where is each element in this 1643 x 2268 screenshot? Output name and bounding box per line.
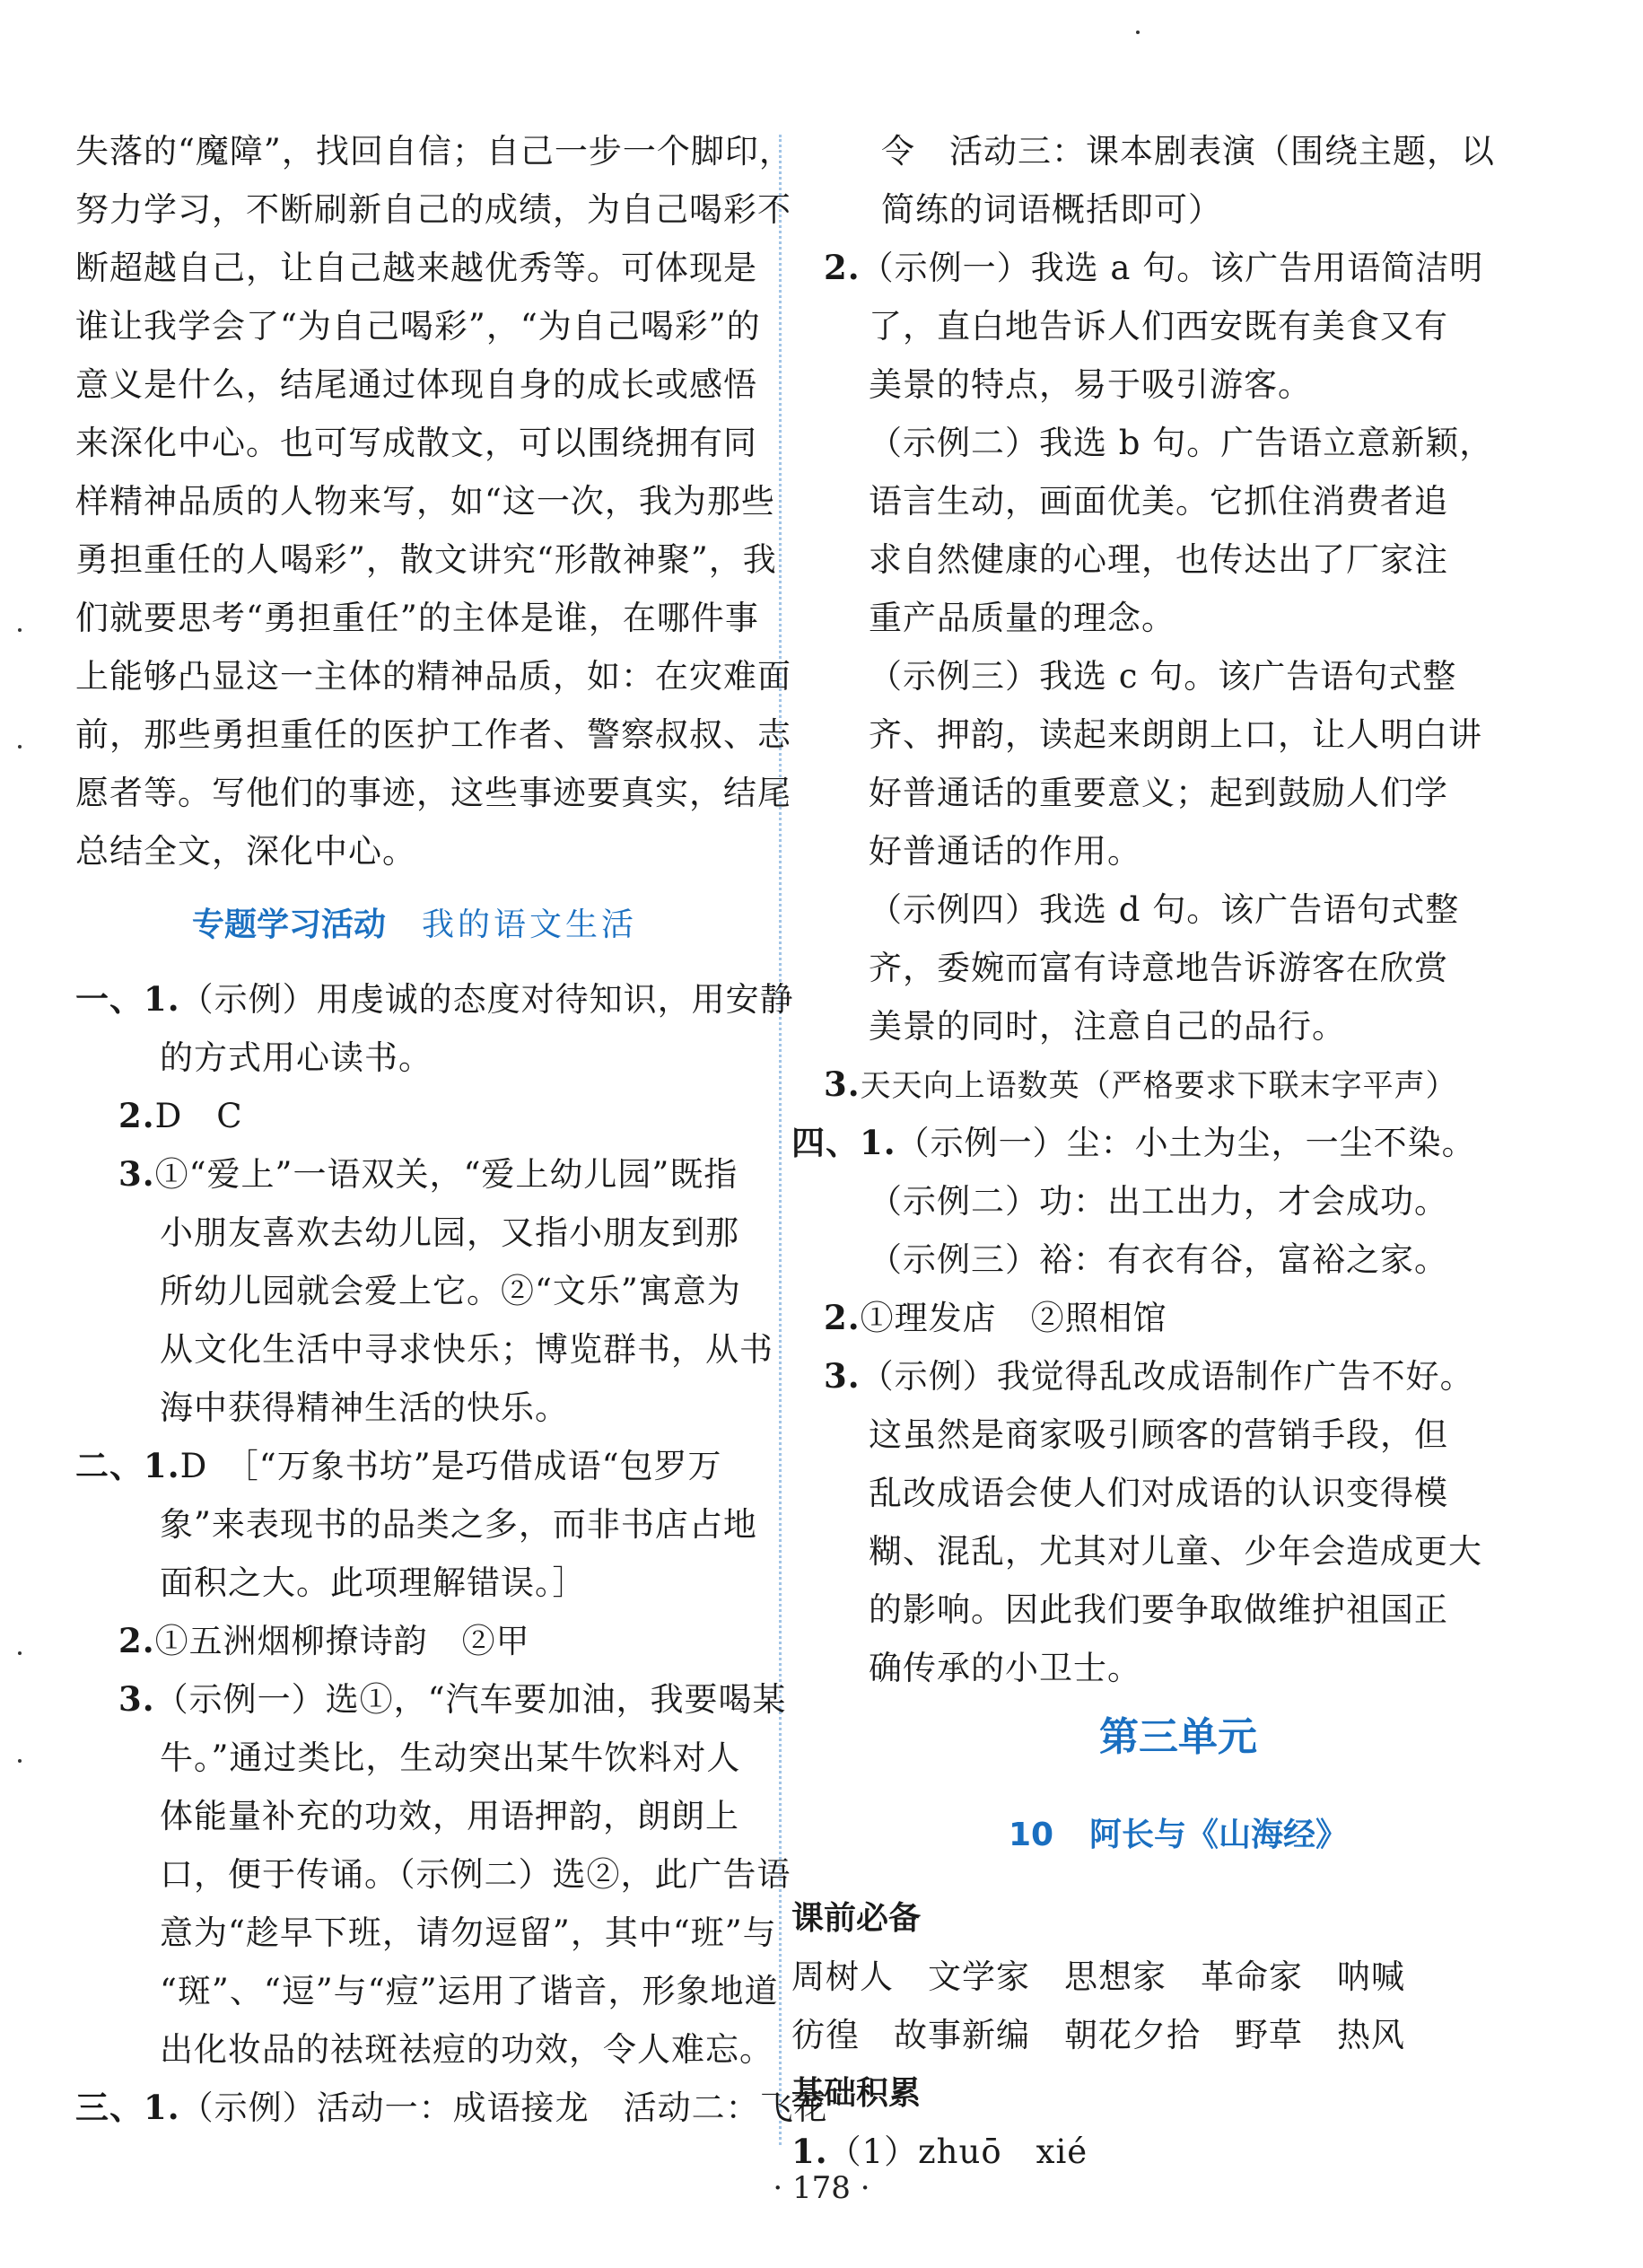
q4-1-line-b: （示例二）功：出工出力，才会成功。 (869, 1182, 1448, 1221)
q2-3-line-a: （示例一）选①，“汽车要加油，我要喝某 (154, 1680, 787, 1719)
q3-2-ex2-line-2: 求自然健康的心理，也传达出了厂家注 (869, 540, 1448, 579)
column-divider (779, 135, 782, 2145)
q4-3-line-c: 乱改成语会使人们对成语的认识变得模 (869, 1474, 1448, 1512)
essay-line: 勇担重任的人喝彩”，散文讲究“形散神聚”，我 (75, 540, 777, 579)
q2-2-num: 2. (118, 1621, 155, 1660)
q3-2-ex3-line-1: 齐、押韵，读起来朗朗上口，让人明白讲 (869, 715, 1482, 754)
pre-class-line-1: 周树人 文学家 思想家 革命家 呐喊 (791, 1957, 1405, 1996)
q1-3-line-a: ①“爱上”一语双关，“爱上幼儿园”既指 (154, 1155, 738, 1194)
pre-class-section (791, 1889, 1488, 2181)
q4-3-line-e: 的影响。因此我们要争取做维护祖国正 (869, 1590, 1448, 1629)
q1-3-line-d: 从文化生活中寻求快乐；博览群书，从书 (160, 1330, 773, 1369)
essay-line: 愿者等。写他们的事迹，这些事迹要真实，结尾 (75, 774, 791, 812)
basics-1-answer: （1）zhuō xié (827, 2132, 1088, 2171)
q2-3-line-f: “斑”、“逗”与“痘”运用了谐音，形象地道 (160, 1972, 779, 2010)
q3-2-ex4-line-0: （示例四）我选 d 句。该广告语句式整 (869, 890, 1460, 929)
q1-1-num: 1. (144, 979, 180, 1019)
essay-line: 谁让我学会了“为自己喝彩”，“为自己喝彩”的 (75, 307, 761, 346)
lesson-heading (869, 1787, 1488, 1889)
essay-line: 总结全文，深化中心。 (75, 832, 416, 871)
essay-line: 前，那些勇担重任的医护工作者、警察叔叔、志 (75, 715, 791, 754)
q3-2-ex3-line-3: 好普通话的作用。 (869, 832, 1141, 871)
q1-3-num: 3. (118, 1154, 155, 1194)
question-1-group (75, 970, 794, 1437)
q2-2-answer: ①五洲烟柳撩诗韵 ②甲 (154, 1622, 530, 1660)
q3-2-ex3-line-2: 好普通话的重要意义；起到鼓励人们学 (869, 774, 1448, 812)
unit-title: 第三单元 (1099, 1714, 1257, 1760)
right-column (791, 122, 1495, 2181)
q2-3-line-d: 口，便于传诵。（示例二）选②，此广告语 (160, 1855, 791, 1894)
q4-1-line-c: （示例三）裕：有衣有谷，富裕之家。 (869, 1240, 1448, 1279)
q2-3-num: 3. (118, 1679, 155, 1719)
q1-1-line-a: （示例）用虔诚的态度对待知识，用安静 (179, 980, 794, 1019)
question-3-group (75, 2079, 828, 2137)
q4-1-line-a: （示例一）尘：小土为尘，一尘不染。 (896, 1124, 1476, 1162)
q3-prefix: 三、 (75, 2088, 144, 2127)
q2-1-line-a: D ［“万象书坊”是巧借成语“包罗万 (179, 1447, 722, 1485)
essay-line: 来深化中心。也可写成散文，可以围绕拥有同 (75, 424, 757, 462)
q2-prefix: 二、 (75, 1446, 144, 1485)
q2-3-line-b: 牛。”通过类比，生动突出某牛饮料对人 (160, 1738, 741, 1777)
q1-3-line-b: 小朋友喜欢去幼儿园，又指小朋友到那 (160, 1213, 739, 1252)
q3-3-num: 3. (824, 1064, 861, 1104)
section-subtitle: 我的语文生活 (422, 906, 638, 943)
q3-3-answer: 天天向上语数英（严格要求下联末字平声） (860, 1068, 1457, 1104)
q3-2-ex3-line-0: （示例三）我选 c 句。该广告语句式整 (869, 657, 1457, 696)
q1-3-line-c: 所幼儿园就会爱上它。②“文乐”寓意为 (160, 1272, 741, 1310)
q2-3-line-e: 意为“趁早下班，请勿逗留”，其中“班”与 (160, 1913, 777, 1952)
q3-2-ex1-line-0: （示例一）我选 a 句。该广告用语简洁明 (860, 249, 1484, 287)
q1-2-answer: D C (154, 1097, 243, 1135)
q3-1-line-c: 简练的词语概括即可） (881, 190, 1222, 229)
q1-1-line-b: 的方式用心读书。 (160, 1038, 433, 1077)
q3-2-ex4-line-1: 齐，委婉而富有诗意地告诉游客在欣赏 (869, 949, 1448, 987)
lesson-number: 10 (1008, 1817, 1054, 1853)
essay-line: 样精神品质的人物来写，如“这一次，我为那些 (75, 482, 775, 521)
q4-prefix: 四、 (791, 1123, 860, 1162)
essay-line: 意义是什么，结尾通过体现自身的成长或感悟 (75, 365, 757, 404)
essay-line: 们就要思考“勇担重任”的主体是谁，在哪件事 (75, 599, 759, 637)
page-number: · 178 · (773, 2170, 870, 2206)
q3-2-ex2-line-0: （示例二）我选 b 句。广告语立意新颖， (869, 424, 1494, 462)
q3-2-ex1-line-1: 了，直白地告诉人们西安既有美食又有 (869, 307, 1448, 346)
question-4-group (791, 1114, 1488, 1697)
print-speck (18, 745, 22, 749)
q2-1-line-c: 面积之大。此项理解错误。］ (160, 1563, 587, 1602)
print-speck (18, 1759, 22, 1763)
q4-2-num: 2. (824, 1298, 861, 1337)
section-heading (75, 880, 754, 970)
print-speck (1136, 31, 1140, 34)
print-speck (18, 628, 22, 632)
q3-1-line-a: （示例）活动一：成语接龙 活动二：飞花 (179, 2088, 828, 2127)
q2-3-line-c: 体能量补充的功效，用语押韵，朗朗上 (160, 1797, 739, 1835)
basics-label: 基础积累 (791, 2075, 922, 2112)
pre-class-line-2: 彷徨 故事新编 朝花夕拾 野草 热风 (791, 2016, 1405, 2054)
q3-2-ex2-line-1: 语言生动，画面优美。它抓住消费者追 (869, 482, 1448, 521)
q1-2-num: 2. (118, 1096, 155, 1135)
essay-line: 失落的“魔障”，找回自信；自己一步一个脚印， (75, 132, 793, 171)
q4-3-line-f: 确传承的小卫士。 (869, 1649, 1141, 1687)
q3-2-ex4-line-2: 美景的同时，注意自己的品行。 (869, 1007, 1346, 1046)
q2-3-line-g: 出化妆品的祛斑祛痘的功效，令人难忘。 (160, 2030, 773, 2069)
q2-1-line-b: 象”来表现书的品类之多，而非书店占地 (160, 1505, 757, 1544)
q1-3-line-e: 海中获得精神生活的快乐。 (160, 1388, 569, 1427)
left-column (75, 122, 828, 2137)
q4-1-num: 1. (860, 1123, 896, 1162)
q3-2-num: 2. (824, 248, 861, 287)
pre-class-label: 课前必备 (791, 1900, 922, 1937)
q3-1-num: 1. (144, 2088, 180, 2127)
q1-prefix: 一、 (75, 979, 144, 1019)
q4-3-num: 3. (824, 1356, 861, 1396)
q4-3-line-a: （示例）我觉得乱改成语制作广告不好。 (860, 1357, 1474, 1396)
print-speck (18, 1651, 22, 1655)
essay-line: 上能够凸显这一主体的精神品质，如：在灾难面 (75, 657, 791, 696)
q2-1-num: 1. (144, 1446, 180, 1485)
q4-3-line-d: 糊、混乱，尤其对儿童、少年会造成更大 (869, 1532, 1482, 1571)
essay-line: 努力学习，不断刷新自己的成绩，为自己喝彩不 (75, 190, 791, 229)
q4-3-line-b: 这虽然是商家吸引顾客的营销手段，但 (869, 1415, 1448, 1454)
q3-2-ex1-line-2: 美景的特点，易于吸引游客。 (869, 365, 1312, 404)
question-3-continued (824, 122, 1495, 1114)
essay-line: 断超越自己，让自己越来越优秀等。可体现是 (75, 249, 757, 287)
essay-guidance-text (75, 122, 793, 880)
basics-1-num: 1. (791, 2132, 828, 2171)
q3-1-line-b: 令 活动三：课本剧表演（围绕主题，以 (881, 132, 1495, 171)
question-2-group (75, 1437, 791, 2079)
q3-2-ex2-line-3: 重产品质量的理念。 (869, 599, 1175, 637)
section-title: 专题学习活动 (191, 906, 386, 943)
q4-2-answer: ①理发店 ②照相馆 (860, 1299, 1167, 1337)
lesson-title: 阿长与《山海经》 (1089, 1817, 1349, 1853)
